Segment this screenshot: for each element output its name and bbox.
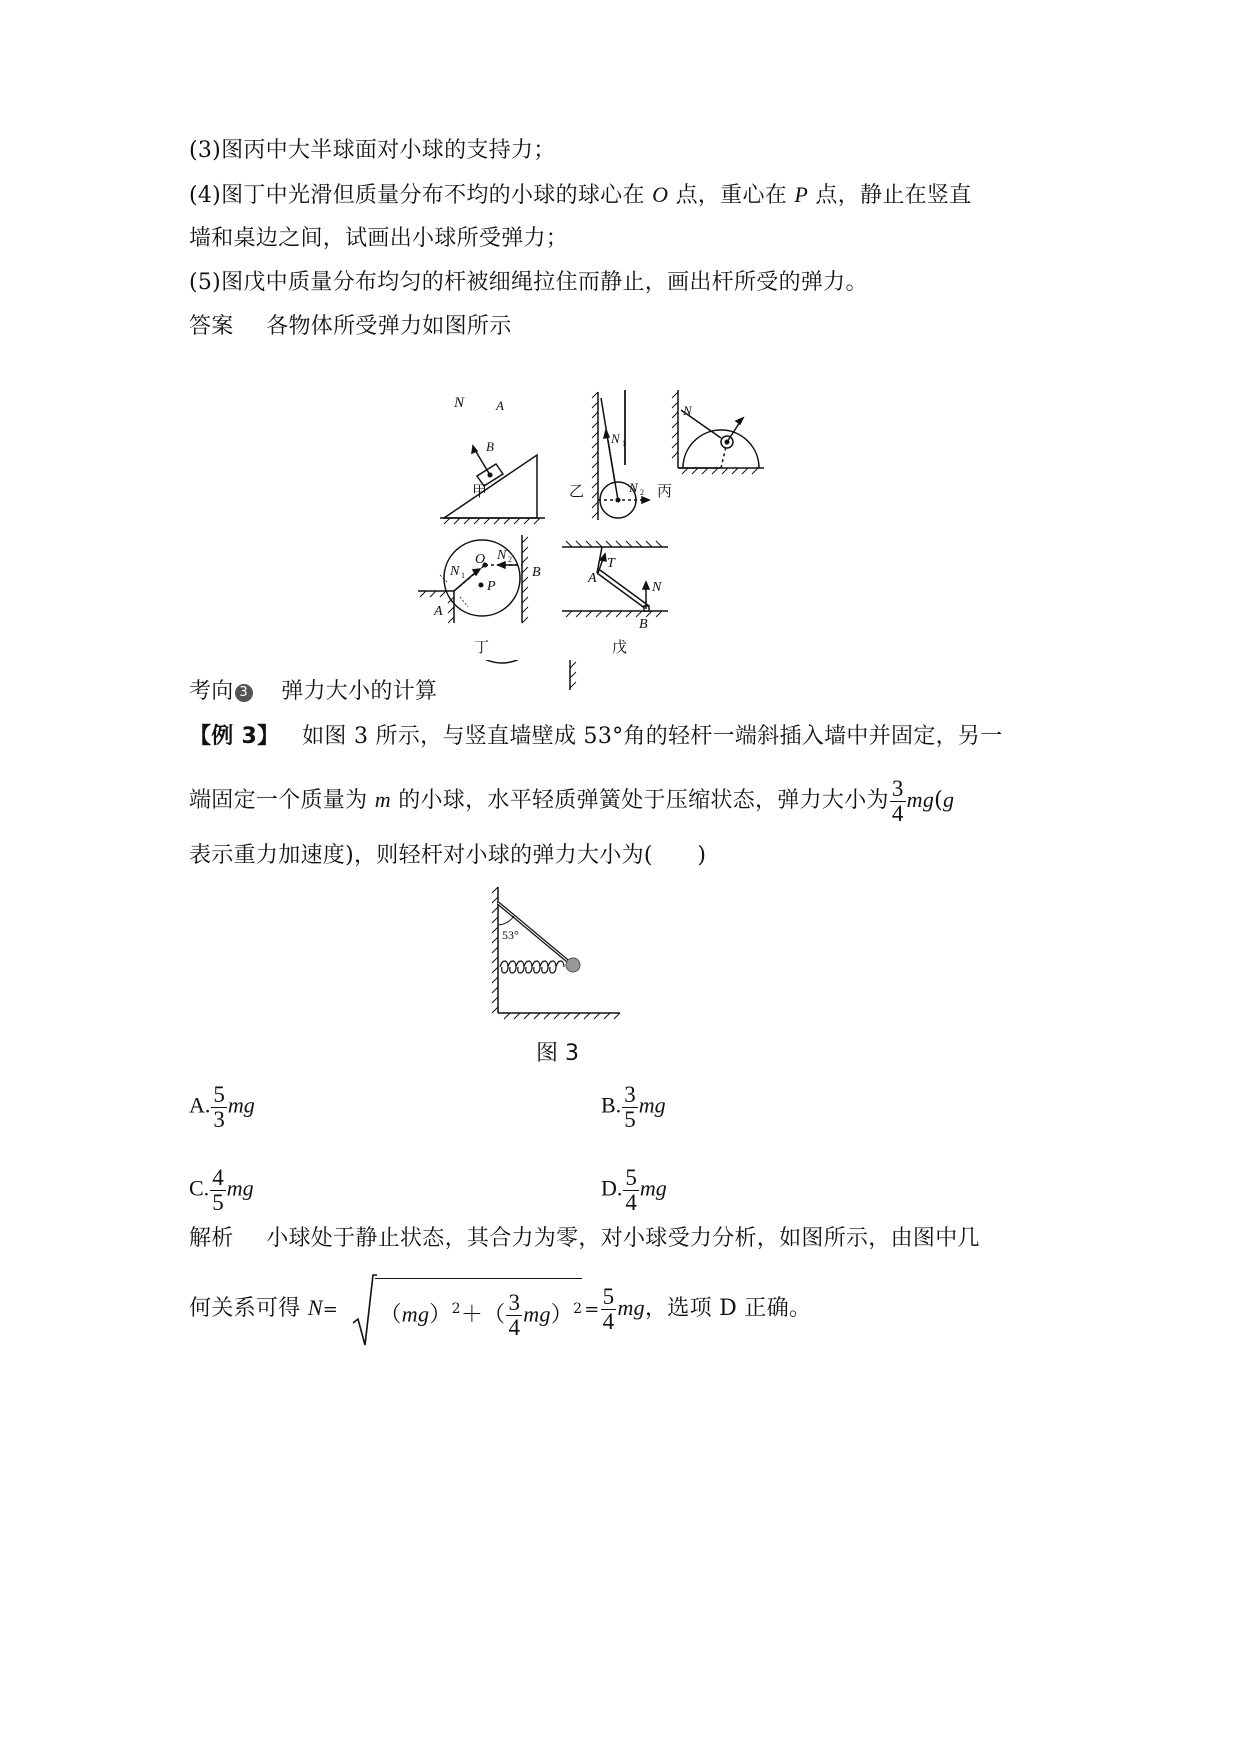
option-a-num: 5 [213, 1082, 225, 1107]
figure-yi [592, 392, 649, 520]
formula-result-fraction [601, 1285, 617, 1334]
option-b-fraction [622, 1083, 638, 1132]
example-text-2a: 端固定一个质量为 [189, 788, 368, 813]
formula-result-num: 5 [602, 1283, 615, 1309]
formula-fraction-3-4 [506, 1291, 522, 1340]
line-5: (5)图戊中质量分布均匀的杆被细绳拉住而静止，画出杆所受的弹力。 [189, 270, 868, 295]
example-line-1 [189, 722, 1003, 752]
ding-label-n2-sub: 2 [508, 555, 512, 564]
option-b-mg: mg [638, 1092, 666, 1118]
sqrt-radicand [375, 1278, 582, 1345]
analysis-label-line [189, 1224, 980, 1254]
ding-label-n2: N [497, 548, 507, 563]
formula-square-1: 2 [451, 1301, 461, 1318]
formula-mg-3: mg [617, 1295, 645, 1320]
option-a-mg: mg [227, 1092, 255, 1118]
formula-paren-1: （ [379, 1302, 402, 1328]
formula-paren-3: ） [550, 1302, 574, 1328]
option-a[interactable] [189, 1083, 255, 1132]
sqrt-sign [351, 1271, 377, 1347]
formula-paren-2: ） [429, 1302, 452, 1328]
section-prefix: 考向 [189, 679, 234, 704]
line-4-text-c: 点，静止在竖直 [815, 183, 972, 208]
jia-label-n: N [454, 395, 465, 411]
point-p-symbol: P [794, 182, 809, 207]
formula-plus: ＋（ [460, 1302, 506, 1328]
example-line-2 [189, 770, 954, 831]
option-a-letter: A. [189, 1092, 211, 1118]
option-b-letter: B. [601, 1092, 622, 1118]
wu-label-b: B [639, 617, 648, 632]
formula-frac-den: 4 [508, 1315, 521, 1341]
formula-eq-2: = [584, 1299, 600, 1320]
answer-label: 答案 [189, 314, 234, 339]
spring-force-fraction [890, 777, 906, 826]
wu-label-a: A [588, 571, 597, 586]
option-c-letter: C. [189, 1175, 210, 1201]
formula-frac-num: 3 [508, 1290, 521, 1316]
wu-label-n: N [652, 580, 662, 595]
caption-yi: 乙 [569, 482, 585, 500]
section-number-badge: 3 [235, 684, 253, 702]
ball [566, 958, 580, 972]
option-a-den: 3 [213, 1107, 225, 1132]
answer-text: 各物体所受弹力如图所示 [266, 314, 512, 339]
mass-symbol: m [374, 787, 391, 812]
analysis-text-1: 小球处于静止状态，其合力为零，对小球受力分析，如图所示，由图中几 [266, 1226, 980, 1251]
caption-bing: 丙 [657, 482, 673, 500]
option-d-mg: mg [639, 1175, 667, 1201]
answer-figures-bottom-clean [410, 535, 700, 660]
example-text-2b: 的小球，水平轻质弹簧处于压缩状态，弹力大小为 [398, 788, 889, 813]
option-b-num: 3 [624, 1082, 636, 1107]
figure-3-caption: 图 3 [536, 1041, 579, 1066]
option-b-den: 5 [624, 1107, 636, 1132]
jia-label-b: B [486, 439, 494, 454]
section-title: 弹力大小的计算 [281, 679, 438, 704]
analysis-formula-line [189, 1268, 811, 1348]
example-tag: 【例 3】 [189, 724, 280, 749]
jia-label-a: A [496, 398, 504, 413]
wu-label-t: T [607, 556, 615, 571]
caption-ding: 丁 [474, 638, 490, 656]
figure-bing [625, 390, 764, 474]
formula-square-2: 2 [573, 1301, 583, 1318]
line-4-cont: 墙和桌边之间，试画出小球所受弹力； [189, 226, 569, 251]
yi-label-n1-sub: 1 [622, 439, 626, 448]
fraction-denominator: 4 [891, 800, 904, 826]
section-heading [189, 677, 437, 707]
g-symbol: g [943, 787, 955, 812]
option-d-letter: D. [601, 1175, 623, 1201]
ding-label-b: B [532, 565, 541, 580]
yi-label-n2: N [629, 480, 638, 495]
line-3: (3)图丙中大半球面对小球的支持力； [189, 138, 556, 163]
ding-label-n1-sub: 1 [461, 571, 465, 580]
line-4-text-a: (4)图丁中光滑但质量分布不均的小球的球心在 [189, 183, 645, 208]
formula-mg-2: mg [523, 1301, 551, 1327]
formula-mg-1: mg [401, 1301, 430, 1327]
option-c-mg: mg [226, 1175, 254, 1201]
mg-symbol: mg [906, 787, 935, 812]
figure-jia [440, 446, 545, 524]
line-4-text-b: 点，重心在 [675, 183, 788, 208]
bing-label-n: N [683, 403, 692, 418]
option-d[interactable] [601, 1166, 667, 1215]
fraction-numerator: 3 [891, 775, 904, 801]
formula-eq: = [322, 1299, 339, 1320]
example-line-3: 表示重力加速度)，则轻杆对小球的弹力大小为( ) [189, 843, 707, 868]
point-o-symbol: O [652, 182, 669, 207]
option-d-fraction [623, 1166, 639, 1215]
paren-open: ( [934, 788, 944, 813]
option-d-den: 4 [625, 1190, 637, 1215]
yi-label-n1: N [611, 431, 620, 446]
analysis-conclusion: ，选项 D 正确。 [644, 1296, 812, 1321]
option-a-fraction [211, 1083, 227, 1132]
ding-label-n1: N [450, 564, 460, 579]
caption-jia: 甲 [472, 482, 488, 500]
option-c-fraction [210, 1166, 226, 1215]
option-d-num: 5 [625, 1165, 637, 1190]
caption-wu: 戊 [612, 638, 628, 656]
example-text-1: 如图 3 所示，与竖直墙壁成 53°角的轻杆一端斜插入墙中并固定，另一 [302, 724, 1003, 749]
ding-label-o: O [475, 552, 486, 567]
formula-n: N [307, 1295, 323, 1320]
ding-label-a: A [434, 604, 443, 619]
line-4 [189, 180, 972, 211]
ding-label-p: P [487, 579, 496, 594]
answer-line [189, 312, 512, 342]
option-c[interactable] [189, 1166, 254, 1215]
angle-label: 53° [502, 928, 519, 942]
yi-label-n2-sub: 2 [640, 488, 644, 497]
option-c-num: 4 [212, 1165, 224, 1190]
option-c-den: 5 [212, 1190, 224, 1215]
figure-3 [490, 885, 630, 1025]
formula-result-den: 4 [602, 1308, 615, 1334]
analysis-text-2: 何关系可得 [189, 1296, 301, 1321]
option-b[interactable] [601, 1083, 666, 1132]
analysis-label: 解析 [189, 1226, 234, 1251]
